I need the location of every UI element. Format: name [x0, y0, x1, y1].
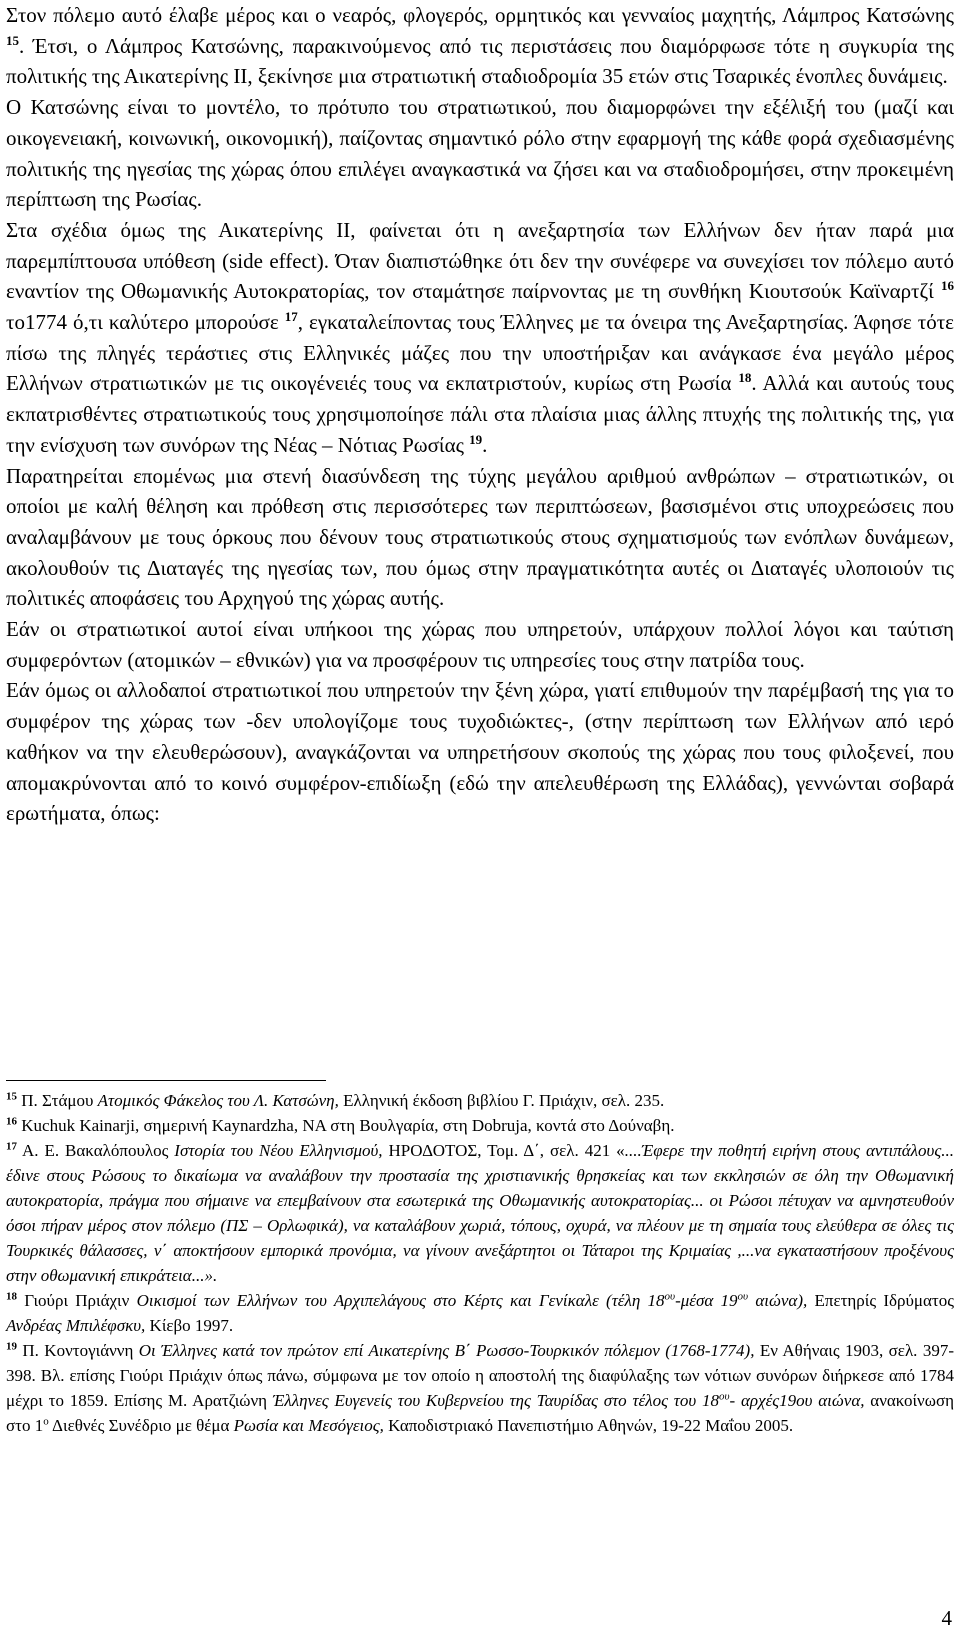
body-text	[6, 0, 954, 829]
text-run: Εάν όμως οι αλλοδαποί στρατιωτικοί που υπηρετούν την ξένη χώρα, γιατί επιθυμούν την παρέμβασή της για το συμφέρον της χώρας των -δεν υπολογίζομε τους τυχοδιώκτες-, (στην περίπτωση των Ελλήνων από ιερό καθήκον να την ελευθερώσουν), αναγκάζονται να υπηρετήσουν σκοπούς της χώρας που τους φιλοξενεί, που απομακρύνονται από το κοινό συμφέρον-επιδίωξη (εδώ την απελευθέρωση της Ελλάδας), γεννώνται σοβαρά ερωτήματα, όπως:	[6, 678, 954, 826]
footnote-ref: 18	[6, 1290, 17, 1303]
footnote-ref: 16	[6, 1115, 17, 1128]
text-run: Π. Στάμου	[17, 1091, 98, 1110]
paragraph	[6, 461, 954, 615]
text-run: Στα σχέδια όμως της Αικατερίνης ΙΙ, φαίνεται ότι η ανεξαρτησία των Ελλήνων δεν ήταν παρά μια παρεμπίπτουσα υπόθεση (side effect). Όταν διαπιστώθηκε ότι δεν την συνέφερε να συνεχίσει τον πόλεμο αυτό εναντίον της Οθωμανικής Αυτοκρατορίας, τον σταμάτησε παίρνοντας με τη συνθήκη Κιουτσούκ Καϊναρτζί	[6, 217, 954, 304]
italic-text: αιώνα),	[748, 1291, 808, 1310]
paragraph	[6, 614, 954, 675]
footnote	[6, 1088, 954, 1113]
italic-text: Ιστορία του Νέου Ελληνισμού,	[174, 1141, 383, 1160]
page-number: 4	[941, 1606, 952, 1630]
text-run: Καποδιστριακό Πανεπιστήμιο Αθηνών, 19-22 Μαΐου 2005.	[383, 1416, 794, 1435]
italic-text: -μέσα 19	[675, 1291, 738, 1310]
text-run: Εν Αθήναις 1903, σελ. 397-398. Βλ. επίσης Γιούρι Πριάχιν όπως πάνω, σύμφωνα με τον οποίο η αποστολή της διαφύλαξης των νότιων συνόρων διήρκεσε από 1784 μέχρι το 1859. Επίσης Μ. Αρατζιώνη	[6, 1341, 954, 1410]
footnote-ref: 16	[941, 278, 954, 294]
text-run: ανακοίνωση στο 1	[6, 1391, 954, 1435]
text-run: . Αλλά και αυτούς τους εκπατρισθέντες στρατιωτικούς τους χρησιμοποίησε πάλι στα πλαίσια μιας άλλης πτυχής της πολιτικής της, για την ενίσχυση των συνόρων της Νέας – Νότιας Ρωσίας	[6, 371, 954, 457]
italic-text: ....Έφερε την ποθητή ειρήνη στους αντιπάλους... έδινε στους Ρώσους το δικαίωμα να αναλάβουν την προστασία της χριστιανικής θρησκείας και των εκκλησιών σε όλη την Οθωμανική αυτοκρατορία, πράγμα που σήμαινε να επεμβαίνουν στα εσωτερικά της Οθωμανικής αυτοκρατορίας... οι Ρώσοι πέτυχαν να αμνηστευθούν όσοι πήραν μέρος στον πόλεμο (ΠΣ – Ορλωφικά), να καταλάβουν χωριά, τόπους, οχυρά, να πλέουν με τη σημαία τους ελεύθερα σε όλες τις Τουρκικές θάλασσες, ν΄ αποκτήσουν εμπορικά προνόμια, να γίνουν ανεξάρτητοι οι Τάταροι της Κριμαίας ,...να εγκαταστήσουν προξένους στην οθωμανική επικράτεια...».	[6, 1141, 954, 1285]
text-run: Στον πόλεμο αυτό έλαβε μέρος και ο νεαρός, φλογερός, ορμητικός και γενναίος μαχητής, Λάμπρος Κατσώνης	[6, 3, 954, 27]
text-run: .	[482, 432, 488, 457]
text-run: ΗΡΟΔΟΤΟΣ, Τομ. Δ΄, σελ. 421 «	[382, 1141, 625, 1160]
text-run: Π. Κοντογιάννη	[17, 1341, 139, 1360]
text-run: Kuchuk Kainarji, σημερινή Kaynardzha, ΝΑ στη Βουλγαρία, στη Dobruja, κοντά στο Δούναβη.	[17, 1116, 675, 1135]
italic-text: Ανδρέας Μπιλέφσκυ,	[6, 1316, 146, 1335]
superscript-text: ο	[43, 1415, 49, 1428]
paragraph	[6, 0, 954, 92]
footnote	[6, 1288, 954, 1338]
italic-text: Οι Έλληνες κατά τον πρώτον επί Αικατερίνης Β΄ Ρωσσο-Τουρκικόν πόλεμον (1768-1774),	[138, 1341, 755, 1360]
paragraph	[6, 675, 954, 829]
italic-text: Οικισμοί των Ελλήνων του Αρχιπελάγους στο Κέρτς και Γενίκαλε (τέλη 18	[136, 1291, 665, 1310]
footnote	[6, 1113, 954, 1138]
text-run: Α. Ε. Βακαλόπουλος	[17, 1141, 175, 1160]
text-run: , εγκαταλείποντας τους Έλληνες με τα όνειρα της Ανεξαρτησίας. Άφησε τότε πίσω της πληγές τεράστιες στις Ελληνικές μάζες που την υποστήριξαν και ανάγκασε ένα μεγάλο μέρος Ελλήνων στρατιωτικών με τις οικογένειές τους να εκπατριστούν, κυρίως στη Ρωσία	[6, 310, 955, 396]
footnote-ref: 15	[6, 32, 19, 48]
footnote-ref: 17	[6, 1140, 17, 1153]
text-run: Ο Κατσώνης είναι το μοντέλο, το πρότυπο του στρατιωτικού, που διαμορφώνει την εξέλιξή του (μαζί και οικογενειακή, κοινωνική, οικονομική), παίζοντας σημαντικό ρόλο στην εφαρμογή της κάθε φορά σχεδιασμένης πολιτικής της ηγεσίας της χώρας όπου επιλέγει αναγκαστικά να ζήσει και να σταδιοδρομήσει, στην προκειμένη περίπτωση της Ρωσίας.	[6, 95, 954, 212]
footnote-ref: 18	[738, 370, 752, 386]
footnote-separator	[6, 1080, 326, 1081]
italic-text: - αρχές19ου αιώνα,	[729, 1391, 865, 1410]
text-run: Επετηρίς Ιδρύματος	[807, 1291, 954, 1310]
paragraph	[6, 215, 954, 461]
paragraph	[6, 92, 954, 215]
text-run: Ελληνική έκδοση βιβλίου Γ. Πριάχιν, σελ. 235.	[338, 1091, 665, 1110]
text-run: Διεθνές Συνέδριο με θέμα	[48, 1416, 234, 1435]
footnote	[6, 1138, 954, 1288]
text-run: Γιούρι Πριάχιν	[17, 1291, 137, 1310]
superscript-text: ου	[664, 1290, 676, 1303]
superscript-text: ου	[718, 1390, 730, 1403]
footnote-ref: 19	[6, 1340, 17, 1353]
document-page	[6, 0, 954, 829]
footnotes	[6, 1088, 954, 1438]
text-run: Εάν οι στρατιωτικοί αυτοί είναι υπήκοοι της χώρας που υπηρετούν, υπάρχουν πολλοί λόγοι και ταύτιση συμφερόντων (ατομικών – εθνικών) για να προσφέρουν τις υπηρεσίες τους στην πατρίδα τους.	[6, 617, 954, 672]
footnote-ref: 17	[284, 309, 298, 325]
text-run: Παρατηρείται επομένως μια στενή διασύνδεση της τύχης μεγάλου αριθμού ανθρώπων – στρατιωτικών, οι οποίοι με καλή θέληση και πρόθεση στις περισσότερες των περιπτώσεων, βασισμένοι στις υποχρεώσεις που αναλαμβάνουν με τους όρκους που δένουν τους στρατιωτικούς στους σχηματισμούς των ενόπλων δυνάμεων, ακολουθούν τις Διαταγές της ηγεσίας των, που όμως στην πραγματικότητα αυτές οι Διαταγές υλοποιούν τις πολιτικές αποφάσεις του Αρχηγού της χώρας αυτής.	[6, 463, 954, 611]
text-run: το1774 ό,τι καλύτερο μπορούσε	[6, 310, 285, 335]
text-run: . Έτσι, ο Λάμπρος Κατσώνης, παρακινούμενος από τις περιστάσεις που διαμόρφωσε τότε η συγκυρία της πολιτικής της Αικατερίνης ΙΙ, ξεκίνησε μια στρατιωτική σταδιοδρομία 35 ετών στις Τσαρικές ένοπλες δυνάμεις.	[6, 33, 954, 89]
footnote-ref: 15	[6, 1090, 17, 1103]
text-run: Κίεβο 1997.	[145, 1316, 234, 1335]
footnote	[6, 1338, 954, 1438]
italic-text: Ατομικός Φάκελος του Λ. Κατσώνη,	[97, 1091, 339, 1110]
italic-text: Ρωσία και Μεσόγειος,	[233, 1416, 384, 1435]
italic-text: Έλληνες Ευγενείς του Κυβερνείου της Ταυρίδας στο τέλος του 18	[272, 1391, 719, 1410]
footnote-ref: 19	[469, 431, 483, 447]
superscript-text: ου	[737, 1290, 749, 1303]
